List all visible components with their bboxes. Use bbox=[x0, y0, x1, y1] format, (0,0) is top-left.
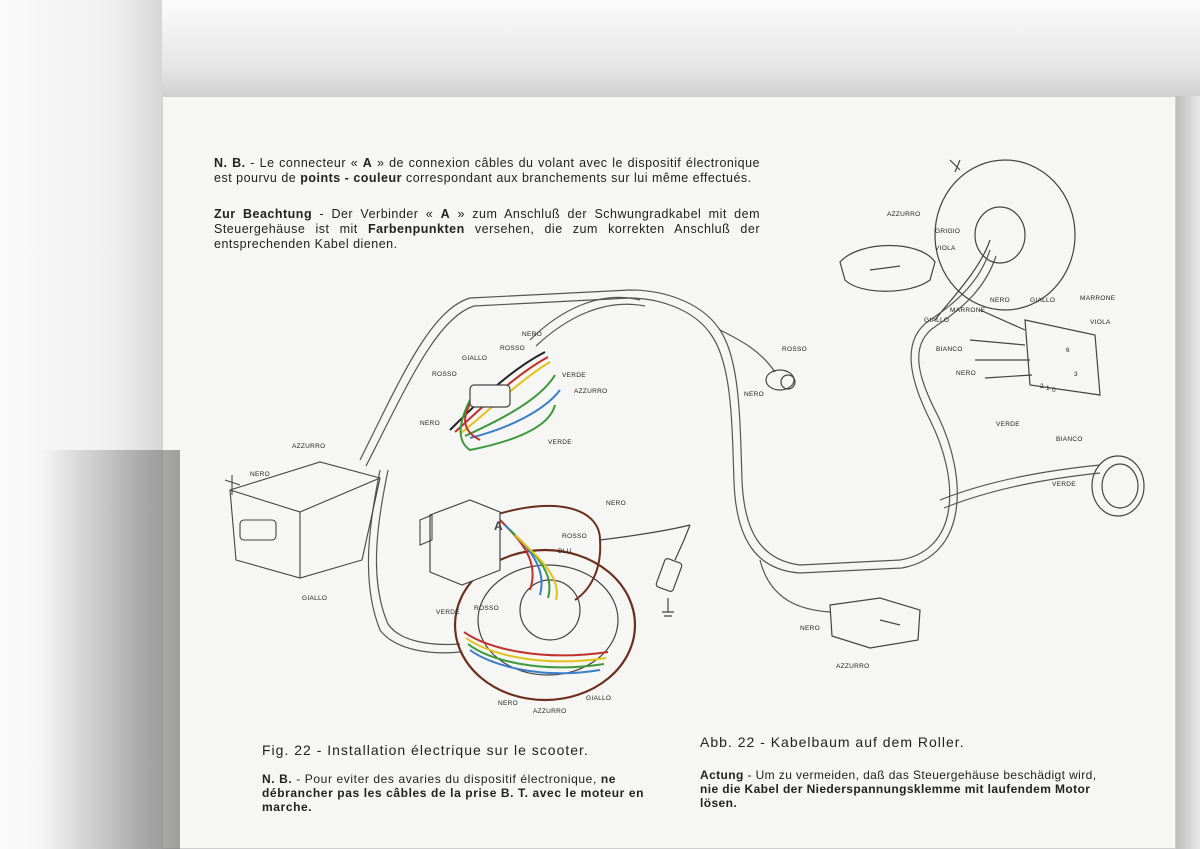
connector-a-label: A bbox=[494, 519, 503, 533]
stop-switch bbox=[830, 598, 920, 648]
label-rosso: ROSSO bbox=[432, 371, 457, 378]
label-azzurro: AZZURRO bbox=[292, 443, 326, 450]
regulator-cluster bbox=[450, 352, 560, 450]
label-rosso: ROSSO bbox=[500, 345, 525, 352]
label-nero: NERO bbox=[498, 700, 518, 707]
terminal-number: 6 bbox=[1066, 347, 1070, 354]
main-harness bbox=[360, 250, 1100, 653]
flywheel-cluster bbox=[420, 500, 635, 700]
note-french: N. B. - Le connecteur « A » de connexion câbles du volant avec le dispositif électronique est pourvu de points - couleur correspondant aux branchements sur lui même effectués. bbox=[214, 156, 760, 185]
junction-block bbox=[970, 310, 1100, 395]
spark-plug bbox=[600, 525, 690, 616]
terminal-number: 0 bbox=[1052, 387, 1056, 394]
label-nero: NERO bbox=[800, 625, 820, 632]
label-nero: NERO bbox=[990, 297, 1010, 304]
note-german: Zur Beachtung - Der Verbinder « A » zum Anschluß der Schwungradkabel mit dem Steuergehäuse ist mit Farbenpunkten versehen, die zum korrekten Anschluß der entsprechenden Kabel dienen. bbox=[214, 207, 761, 251]
label-azzurro: AZZURRO bbox=[836, 663, 870, 670]
label-verde: VERDE bbox=[548, 439, 572, 446]
label-azzurro: AZZURRO bbox=[533, 708, 567, 715]
label-verde: VERDE bbox=[1052, 481, 1076, 488]
label-nero: NERO bbox=[250, 471, 270, 478]
label-giallo: GIALLO bbox=[302, 595, 328, 602]
label-marrone: MARRONE bbox=[950, 307, 986, 314]
wire-labels bbox=[250, 211, 1116, 715]
label-bianco: BIANCO bbox=[1056, 436, 1083, 443]
label-grigio: GRIGIO bbox=[935, 228, 961, 235]
label-viola: VIOLA bbox=[935, 245, 956, 252]
horn bbox=[766, 370, 795, 390]
label-viola: VIOLA bbox=[1090, 319, 1111, 326]
label-nero: NERO bbox=[420, 420, 440, 427]
label-giallo: GIALLO bbox=[1030, 297, 1056, 304]
terminal-number: 2 bbox=[1040, 383, 1044, 390]
figure-caption-de: Abb. 22 - Kabelbaum auf dem Roller. bbox=[700, 734, 965, 750]
label-giallo: GIALLO bbox=[924, 317, 950, 324]
label-marrone: MARRONE bbox=[1080, 295, 1116, 302]
label-azzurro: AZZURRO bbox=[574, 388, 608, 395]
label-verde: VERDE bbox=[562, 372, 586, 379]
label-giallo: GIALLO bbox=[462, 355, 488, 362]
label-giallo: GIALLO bbox=[586, 695, 612, 702]
label-blu: BLU bbox=[558, 548, 572, 555]
warning-french: N. B. - Pour eviter des avaries du dispositif électronique, ne débrancher pas les câbles de la prise B. T. avec le moteur en marche. bbox=[262, 772, 645, 814]
label-nero: NERO bbox=[744, 391, 764, 398]
warning-german: Actung - Um zu vermeiden, daß das Steuergehäuse beschädigt wird, nie die Kabel der Niederspannungsklemme mit laufendem Motor lösen. bbox=[700, 768, 1097, 810]
label-verde: VERDE bbox=[996, 421, 1020, 428]
label-rosso: ROSSO bbox=[782, 346, 807, 353]
label-nero: NERO bbox=[606, 500, 626, 507]
battery-box bbox=[225, 462, 380, 578]
label-verde: VERDE bbox=[436, 609, 460, 616]
terminal-number: 3 bbox=[1074, 371, 1078, 378]
label-rosso: ROSSO bbox=[474, 605, 499, 612]
label-nero: NERO bbox=[522, 331, 542, 338]
label-rosso: ROSSO bbox=[562, 533, 587, 540]
label-azzurro: AZZURRO bbox=[887, 211, 921, 218]
label-bianco: BIANCO bbox=[936, 346, 963, 353]
handlebar-headlight bbox=[840, 160, 1075, 320]
headlamp bbox=[1092, 456, 1144, 516]
terminal-number: 1 bbox=[1046, 385, 1050, 392]
label-nero: NERO bbox=[956, 370, 976, 377]
figure-caption-fr: Fig. 22 - Installation électrique sur le scooter. bbox=[262, 742, 589, 758]
